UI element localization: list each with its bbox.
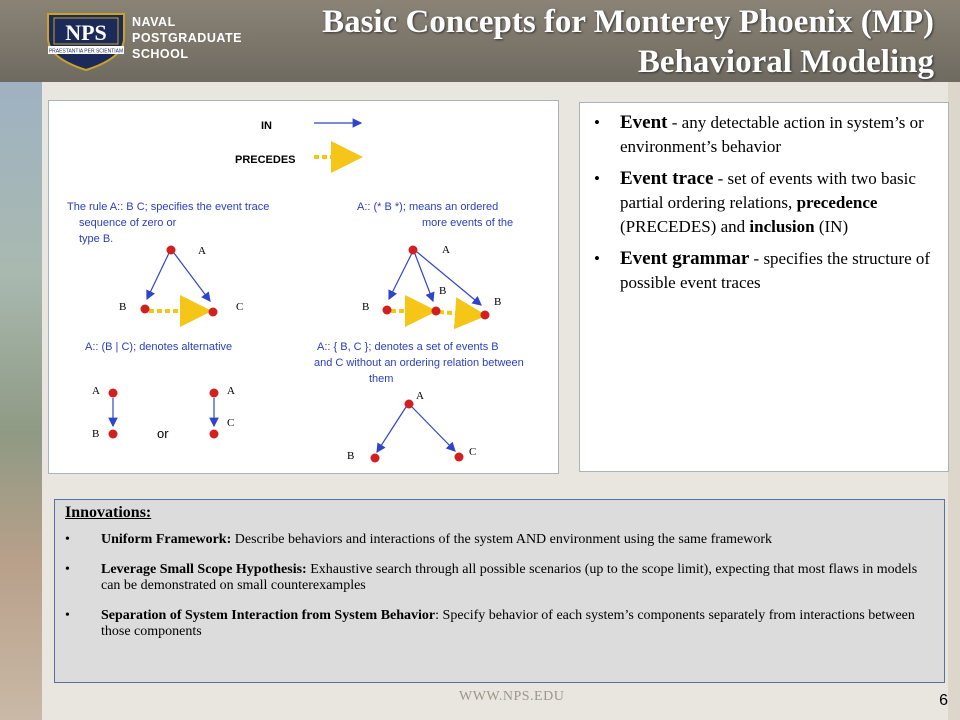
innovation-item: • Separation of System Interaction from System Behavior: Specify behavior of each system’s components separately from interactions between those components bbox=[65, 608, 915, 639]
rule2-node-b3 bbox=[481, 311, 490, 320]
rule2-in-arrow-1 bbox=[389, 253, 412, 299]
rule4-line2: and C without an ordering relation between bbox=[314, 357, 524, 369]
legend-precedes-label: PRECEDES bbox=[235, 154, 296, 166]
rule1-line3: type B. bbox=[79, 233, 114, 245]
rule2-label-b1: B bbox=[362, 301, 370, 313]
rule2-precedes-arrow-2 bbox=[439, 312, 479, 315]
concept-term: Event trace bbox=[620, 168, 714, 189]
rule1-node-c bbox=[209, 308, 218, 317]
rule4-line3: them bbox=[369, 373, 394, 385]
rule4-node-c bbox=[455, 453, 464, 462]
rule4-in-arrow-b bbox=[377, 407, 406, 452]
rule3-alt1-label-a: A bbox=[92, 385, 100, 397]
grammar-diagram bbox=[49, 101, 560, 475]
rule2-label-b3: B bbox=[494, 296, 502, 308]
rule4-node-b bbox=[371, 454, 380, 463]
concept-bold: inclusion bbox=[749, 217, 815, 236]
innovation-item: • Leverage Small Scope Hypothesis: Exhaustive search through all possible scenarios (up to the scope limit), expecting that most flaws in models can be demonstrated on small counterexamples bbox=[65, 562, 918, 593]
rule2-line1: A:: (* B *); means an ordered bbox=[357, 201, 499, 213]
rule2-label-b2: B bbox=[439, 285, 447, 297]
concept-text: - any detectable action in system’s or environment’s behavior bbox=[620, 113, 924, 156]
school-name: NAVAL POSTGRADUATE SCHOOL bbox=[132, 15, 242, 61]
rule1-node-a bbox=[167, 246, 176, 255]
concept-event: • Event - any detectable action in system’s or environment’s behavior bbox=[594, 112, 924, 156]
rule4-line1: A:: { B, C }; denotes a set of events B bbox=[317, 341, 499, 353]
rule2-line2: more events of the bbox=[422, 217, 514, 229]
concepts-panel bbox=[579, 102, 949, 472]
concept-term: Event bbox=[620, 112, 668, 133]
rule1-label-c: C bbox=[236, 301, 244, 313]
rule4-in-arrow-c bbox=[412, 407, 455, 451]
concept-event-trace: • Event trace - set of events with two basic partial ordering relations, precedence (PRECEDES) and inclusion (IN) bbox=[594, 168, 916, 236]
grammar-diagram-panel bbox=[48, 100, 559, 474]
innovation-text: Describe behaviors and interactions of the system AND environment using the same framework bbox=[231, 532, 773, 547]
page-number: 6 bbox=[939, 692, 948, 709]
concept-bold: precedence bbox=[796, 193, 878, 212]
rule4-node-a bbox=[405, 400, 414, 409]
rule2-node-b2 bbox=[432, 307, 441, 316]
innovation-item: • Uniform Framework: Describe behaviors and interactions of the system AND environment using the same framework bbox=[65, 532, 773, 547]
rule1-node-b bbox=[141, 305, 150, 314]
concept-text: (IN) bbox=[814, 217, 849, 236]
concept-event-grammar: • Event grammar - specifies the structure of possible event traces bbox=[594, 248, 931, 292]
footer-url: WWW.NPS.EDU bbox=[459, 689, 565, 704]
rule2-label-a: A bbox=[442, 244, 450, 256]
rule1-in-arrow-b bbox=[147, 253, 169, 299]
rule4-label-c: C bbox=[469, 446, 477, 458]
innovation-text: : Specify behavior of each system’s components separately from interactions between those components bbox=[101, 608, 915, 639]
rule1-line2: sequence of zero or bbox=[79, 217, 177, 229]
rule3-alt1-label-b: B bbox=[92, 428, 100, 440]
rule2-node-a bbox=[409, 246, 418, 255]
rule1-in-arrow-c bbox=[174, 253, 210, 301]
innovation-label: Uniform Framework: bbox=[101, 532, 232, 547]
rule2-node-b1 bbox=[383, 306, 392, 315]
concept-text: (PRECEDES) and bbox=[620, 217, 750, 236]
background-edge bbox=[948, 82, 960, 720]
rule3-or-label: or bbox=[157, 426, 169, 441]
legend-in-label: IN bbox=[261, 120, 272, 132]
slide-header bbox=[0, 0, 960, 82]
rule2-in-arrow-2 bbox=[415, 254, 433, 301]
concept-term: Event grammar bbox=[620, 248, 750, 269]
innovation-label: Leverage Small Scope Hypothesis: bbox=[101, 562, 307, 577]
background-photo-strip bbox=[0, 82, 42, 720]
nps-logo bbox=[44, 8, 128, 72]
rule3-alt2-node-a bbox=[210, 389, 219, 398]
rule3-text: A:: (B | C); denotes alternative bbox=[85, 341, 233, 353]
rule4-label-a: A bbox=[416, 390, 424, 402]
rule3-alt2-label-a: A bbox=[227, 385, 235, 397]
rule1-line1: The rule A:: B C; specifies the event trace bbox=[67, 201, 270, 213]
rule3-alt2-node-c bbox=[210, 430, 219, 439]
rule3-alt2-label-c: C bbox=[227, 417, 235, 429]
innovation-text: Exhaustive search through all possible scenarios (up to the scope limit), expecting that most flaws in models can be demonstrated on small counterexamples bbox=[101, 562, 918, 593]
rule1-label-a: A bbox=[198, 245, 206, 257]
innovations-heading: Innovations: bbox=[65, 504, 152, 521]
rule1-label-b: B bbox=[119, 301, 127, 313]
rule3-alt1-node-a bbox=[109, 389, 118, 398]
concept-text: - specifies the structure of possible event traces bbox=[620, 249, 931, 292]
innovation-label: Separation of System Interaction from System Behavior bbox=[101, 608, 436, 623]
rule3-alt1-node-b bbox=[109, 430, 118, 439]
svg-text:NPS: NPS bbox=[65, 20, 107, 45]
concept-text: - set of events with two basic partial ordering relations, bbox=[620, 169, 916, 212]
rule4-label-b: B bbox=[347, 450, 355, 462]
slide-title: Basic Concepts for Monterey Phoenix (MP) Behavioral Modeling bbox=[322, 4, 934, 80]
svg-text:PRAESTANTIA PER SCIENTIAM: PRAESTANTIA PER SCIENTIAM bbox=[48, 48, 124, 55]
rule2-in-arrow-3 bbox=[417, 252, 481, 305]
innovations-box bbox=[54, 499, 945, 683]
